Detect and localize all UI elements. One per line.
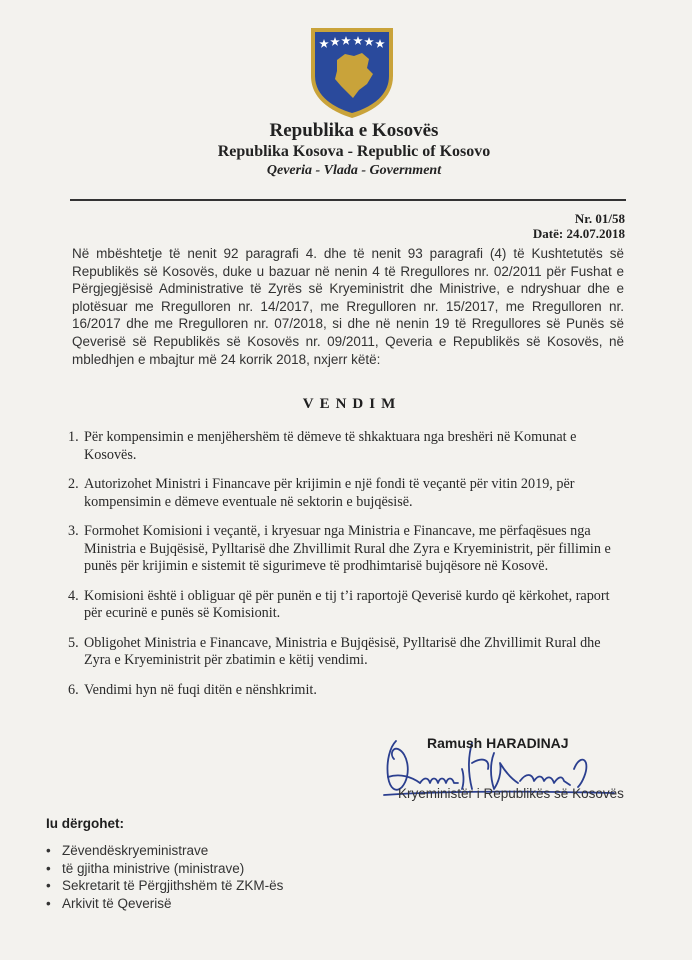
bullet-icon: • [46,895,51,911]
item-text: Formohet Komisioni i veçantë, i kryesuar nga Ministria e Financave, me përfaqësues nga Ministria e Bujqësisë, Pylltarisë dhe Zhvillimit Rural dhe Zyra e Kryeministrit, për fillimin e punës për krijimin e sistemit të sigurimeve të prodhimtarisë bujqësore në Kosovë. [84,523,611,574]
decision-item [70,476,630,511]
decision-title: VENDIM [302,396,402,412]
header-divider [70,199,626,201]
item-text: Vendimi hyn në fuqi ditën e nënshkrimit. [84,681,317,698]
item-text: Komisioni është i obliguar që për punën e tij t’i raportojë Qeverisë kurdo që kërkohet, raport për ecurinë e punës së Komisionit. [84,587,610,621]
signer-title: Kryeministër i Republikës së Kosovës [398,786,624,801]
header-government: Qeveria - Vlada - Government [266,163,442,178]
recipient-text: Arkivit të Qeverisë [62,895,172,911]
decision-item [70,682,630,700]
decision-item [70,635,630,670]
decision-items [70,429,630,699]
item-number: 2. [68,476,79,492]
recipient-text: Sekretarit të Përgjithshëm të ZKM-ës [62,878,284,893]
item-number: 4. [68,587,79,604]
distribution-heading: Iu dërgohet: [46,816,124,831]
recipient-text: Zëvendëskryeministrave [62,843,209,858]
list-item [46,895,283,913]
item-text: Obligohet Ministria e Financave, Ministria e Bujqësisë, Pylltarisë dhe Zhvillimit Rural dhe Zyra e Kryeministrit për zbatimin e këtij vendimi. [84,634,601,668]
item-number: 3. [68,523,79,539]
header-republic-albanian: Republika e Kosovës [269,120,439,141]
item-text: Për kompensimin e menjëhershëm të dëmeve të shkaktuara nga breshëri në Komunat e Kosovës. [84,429,577,463]
item-number: 5. [68,634,79,651]
decision-number: Nr. 01/58 [574,211,625,226]
list-item [46,860,283,878]
kosovo-coat-of-arms-icon [307,24,397,120]
header-republic-multilingual: Republika Kosova - Republic of Kosovo [217,143,491,160]
item-number: 6. [68,681,79,698]
bullet-icon: • [46,843,51,858]
list-item [46,842,283,860]
bullet-icon: • [46,860,51,876]
decision-item [70,523,630,576]
decision-item [70,429,630,464]
decision-item [70,588,630,623]
item-text: Autorizohet Ministri i Financave për krijimin e një fondi të veçantë për vitin 2019, për kompensimin e dëmeve eventuale në sektorin e bujqësisë. [84,476,575,510]
decision-date: Datë: 24.07.2018 [532,226,625,241]
distribution-list [46,842,283,912]
bullet-icon: • [46,878,51,893]
item-number: 1. [68,429,79,445]
signer-name: Ramush HARADINAJ [427,735,569,751]
recipient-text: të gjitha ministrive (ministrave) [62,860,245,876]
list-item [46,877,283,895]
preamble-paragraph: Në mbështetje të nenit 92 paragrafi 4. dhe të nenit 93 paragrafi (4) të Kushtetutës së Republikës së Kosovës, duke u bazuar në nenin 4 të Rregullores nr. 02/2011 për Fushat e Përgjegjësisë Administrative të Zyrës së Kryeministrit dhe Ministrive, e ndryshuar dhe e plotësuar me Rregulloren nr. 14/2017, me Rregulloren nr. 15/2017, me Rregulloren nr. 16/2017 dhe me Rregulloren nr. 07/2018, si dhe në nenin 19 të Rregullores së Punës së Qeverisë së Republikës së Kosovës nr. 09/2011, Qeveria e Republikës së Kosovës, në mbledhjen e mbajtur më 24 korrik 2018, nxjerr këtë: [72,246,624,367]
